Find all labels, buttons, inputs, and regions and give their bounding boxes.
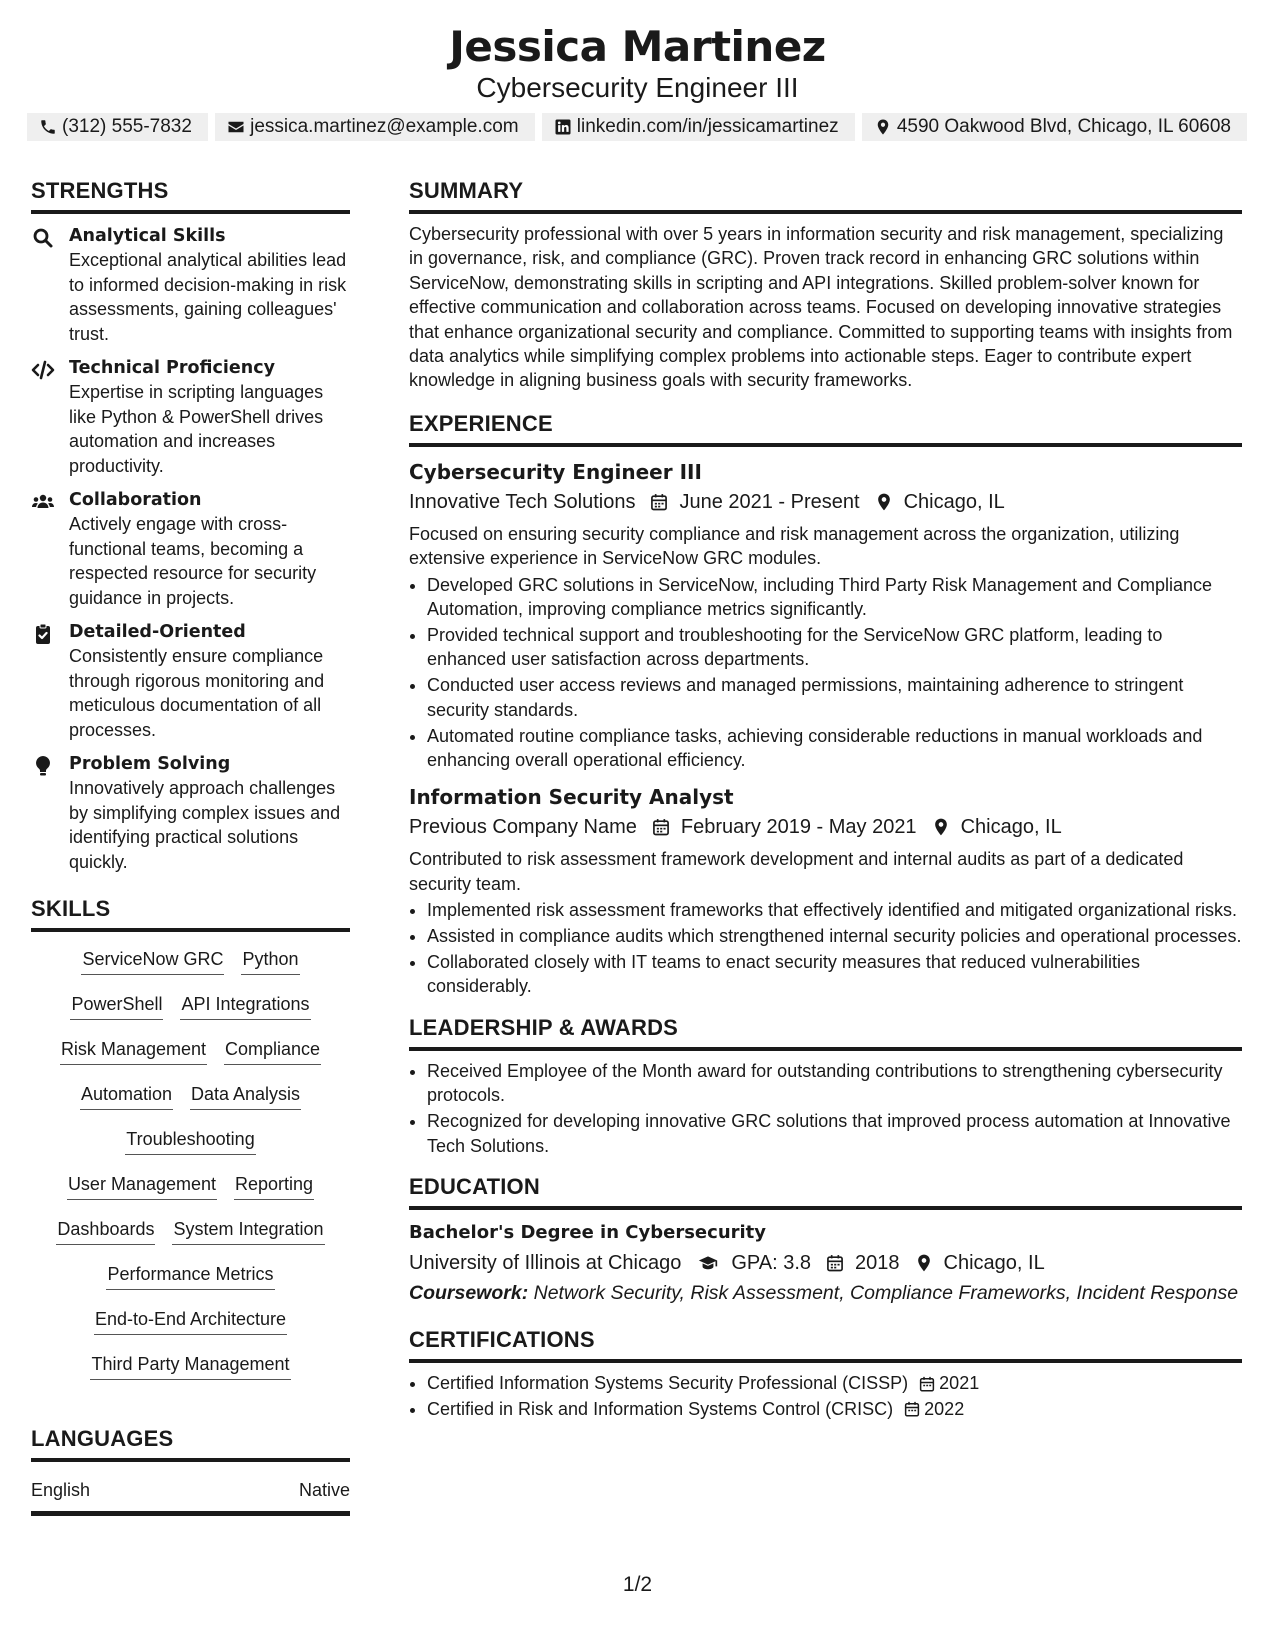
skill-tag: ServiceNow GRC [81,946,224,975]
strength-desc: Actively engage with cross-functional teams, becoming a respected resource for security guidance in projects. [69,514,317,608]
job-location: Chicago, IL [960,816,1062,839]
contact-bar [27,113,1247,141]
job-title: Cybersecurity Engineer III [409,459,702,484]
school-name: University of Illinois at Chicago [409,1251,682,1274]
skill-tag: Data Analysis [190,1081,301,1110]
contact-address [862,113,1247,141]
language-row [31,1480,350,1516]
skills-heading: SKILLS [31,896,350,932]
graduation-year: 2018 [855,1251,900,1274]
contact-phone[interactable] [27,113,208,141]
coursework-text: Network Security, Risk Assessment, Compliance Frameworks, Incident Response [533,1281,1239,1304]
certification-item [427,1371,1242,1395]
job-dates: February 2019 - May 2021 [680,816,917,839]
strength-item [31,356,350,478]
skill-tag: Risk Management [60,1036,207,1065]
leadership-list [409,1059,1242,1158]
lightbulb-icon [31,754,55,778]
map-pin-icon [914,1253,934,1273]
skill-tag: PowerShell [70,991,163,1020]
job-bullet: • Automated routine compliance tasks, achieving considerable reductions in manual workloads and enhancing overall operational efficiency. [427,724,1242,773]
language-name: English [31,1480,91,1500]
envelope-icon [227,118,245,136]
candidate-name: Jessica Martinez [449,22,826,71]
strength-item [31,752,350,874]
strength-title: Analytical Skills [69,226,226,246]
map-pin-icon [874,492,894,512]
leadership-heading: LEADERSHIP & AWARDS [409,1015,1242,1051]
skill-row [31,1171,350,1216]
linkedin-icon [554,118,572,136]
strength-item [31,488,350,610]
phone-text: (312) 555-7832 [62,116,192,137]
job-dates: June 2021 - Present [679,490,860,513]
calendar-icon [903,1400,921,1418]
job-description: Contributed to risk assessment framework development and internal audits as part of a dedicated security team. [409,849,1184,894]
page-number: 1/2 [622,1573,653,1596]
certifications-heading: CERTIFICATIONS [409,1327,1242,1363]
job-meta [409,812,1242,842]
search-icon [31,226,55,250]
strength-item [31,620,350,742]
candidate-title: Cybersecurity Engineer III [476,72,799,103]
users-icon [31,490,55,514]
skill-tag: Performance Metrics [106,1261,274,1290]
right-column [409,178,1242,1423]
language-level: Native [298,1480,350,1500]
calendar-icon [651,817,671,837]
map-pin-icon [874,118,892,136]
skill-row [31,1351,350,1396]
skill-row [31,991,350,1036]
strength-desc: Expertise in scripting languages like Python & PowerShell drives automation and increases productivity. [69,382,324,476]
skill-row [31,1036,350,1081]
contact-linkedin[interactable] [542,113,855,141]
strength-desc: Exceptional analytical abilities lead to informed decision-making in risk assessments, gaining colleagues' trust. [69,250,347,344]
map-pin-icon [931,817,951,837]
skill-tag: Troubleshooting [125,1126,255,1155]
code-icon [31,358,55,382]
school-location: Chicago, IL [943,1251,1045,1274]
strength-desc: Innovatively approach challenges by simplifying complex issues and identifying practical solutions quickly. [69,778,341,872]
certification-name: • Certified Information Systems Security Professional (CISSP) [427,1373,909,1394]
skill-tag: Compliance [224,1036,321,1065]
skill-tag: Python [241,946,299,975]
graduation-cap-icon [695,1253,721,1273]
skill-row [31,1306,350,1351]
job-description: Focused on ensuring security compliance and risk management across the organization, utilizing extensive experience in ServiceNow GRC modules. [409,523,1180,569]
skill-row [31,1081,350,1126]
gpa: GPA: 3.8 [731,1251,812,1274]
job-bullets [409,573,1242,773]
job-bullet: • Collaborated closely with IT teams to enact security measures that reduced vulnerabilities considerably. [427,950,1242,999]
job-bullet: • Conducted user access reviews and managed permissions, maintaining adherence to stringent security standards. [427,673,1242,722]
calendar-icon [825,1253,845,1273]
skill-tag: Third Party Management [90,1351,290,1380]
summary-heading: SUMMARY [409,178,1242,214]
skill-row [31,1261,350,1306]
strength-desc: Consistently ensure compliance through rigorous monitoring and meticulous documentation of all processes. [69,646,325,740]
strength-title: Problem Solving [69,754,231,774]
job-bullets [409,898,1242,999]
email-text: jessica.martinez@example.com [250,116,519,137]
calendar-icon [918,1375,936,1393]
job-bullet: • Developed GRC solutions in ServiceNow, including Third Party Risk Management and Compliance Automation, improving compliance metrics significantly. [427,573,1242,622]
job-meta [409,487,1242,517]
degree-title: Bachelor's Degree in Cybersecurity [409,1221,767,1243]
skills-list [31,946,350,1396]
job-entry [409,784,1242,998]
skill-tag: Reporting [234,1171,314,1200]
certifications-list [409,1371,1242,1421]
strength-title: Collaboration [69,490,202,510]
leadership-item: • Recognized for developing innovative GRC solutions that improved process automation at Innovative Tech Solutions. [427,1109,1242,1158]
skill-tag: End-to-End Architecture [94,1306,287,1335]
skill-tag: Automation [80,1081,173,1110]
strength-title: Detailed-Oriented [69,622,246,642]
certification-item [427,1397,1242,1421]
skill-row [31,946,350,991]
clipboard-check-icon [31,622,55,646]
summary-text: Cybersecurity professional with over 5 years in information security and risk management, specializing in governance, risk, and compliance (GRC). Proven track record in enhancing GRC solutions within ServiceNow, demonstrating skills in scripting and API integrations. Skilled problem-solver known for effective communication and collaboration across teams. Focused on developing innovative strategies that enhance organizational security and compliance. Committed to supporting teams with insights from data analytics while simplifying complex problems into actionable steps. Eager to contribute expert knowledge in aligning business goals with security frameworks. [409,224,1233,391]
company-name: Previous Company Name [409,816,637,839]
job-bullet: • Provided technical support and troubleshooting for the ServiceNow GRC platform, leading to enhanced user satisfaction across departments. [427,623,1242,672]
job-location: Chicago, IL [903,490,1005,513]
skill-tag: Dashboards [56,1216,155,1245]
strengths-heading: STRENGTHS [31,178,350,214]
left-column [31,178,350,1516]
certification-name: • Certified in Risk and Information Systems Control (CRISC) [427,1399,894,1420]
skill-row [31,1216,350,1261]
job-title: Information Security Analyst [409,785,734,810]
education-meta [409,1248,1242,1278]
experience-heading: EXPERIENCE [409,411,1242,447]
certification-year: 2022 [924,1399,965,1420]
linkedin-text: linkedin.com/in/jessicamartinez [576,116,839,137]
skill-tag: System Integration [172,1216,324,1245]
strength-title: Technical Proficiency [69,358,275,378]
job-entry [409,459,1242,773]
address-text: 4590 Oakwood Blvd, Chicago, IL 60608 [896,116,1231,137]
skill-tag: API Integrations [180,991,310,1020]
coursework-label: Coursework: [409,1281,529,1304]
strength-item [31,224,350,346]
skill-row [31,1126,350,1171]
skill-tag: User Management [67,1171,217,1200]
strengths-list [31,224,350,874]
leadership-item: • Received Employee of the Month award for outstanding contributions to strengthening cybersecurity protocols. [427,1059,1242,1108]
contact-email[interactable] [215,113,535,141]
phone-icon [39,118,57,136]
job-bullet: • Implemented risk assessment frameworks that effectively identified and mitigated organizational risks. [427,898,1242,922]
calendar-icon [649,492,669,512]
languages-heading: LANGUAGES [31,1426,350,1462]
coursework [409,1281,1242,1305]
job-bullet: • Assisted in compliance audits which strengthened internal security policies and operational processes. [427,924,1242,948]
company-name: Innovative Tech Solutions [409,490,636,513]
certification-year: 2021 [939,1373,980,1394]
education-heading: EDUCATION [409,1174,1242,1210]
